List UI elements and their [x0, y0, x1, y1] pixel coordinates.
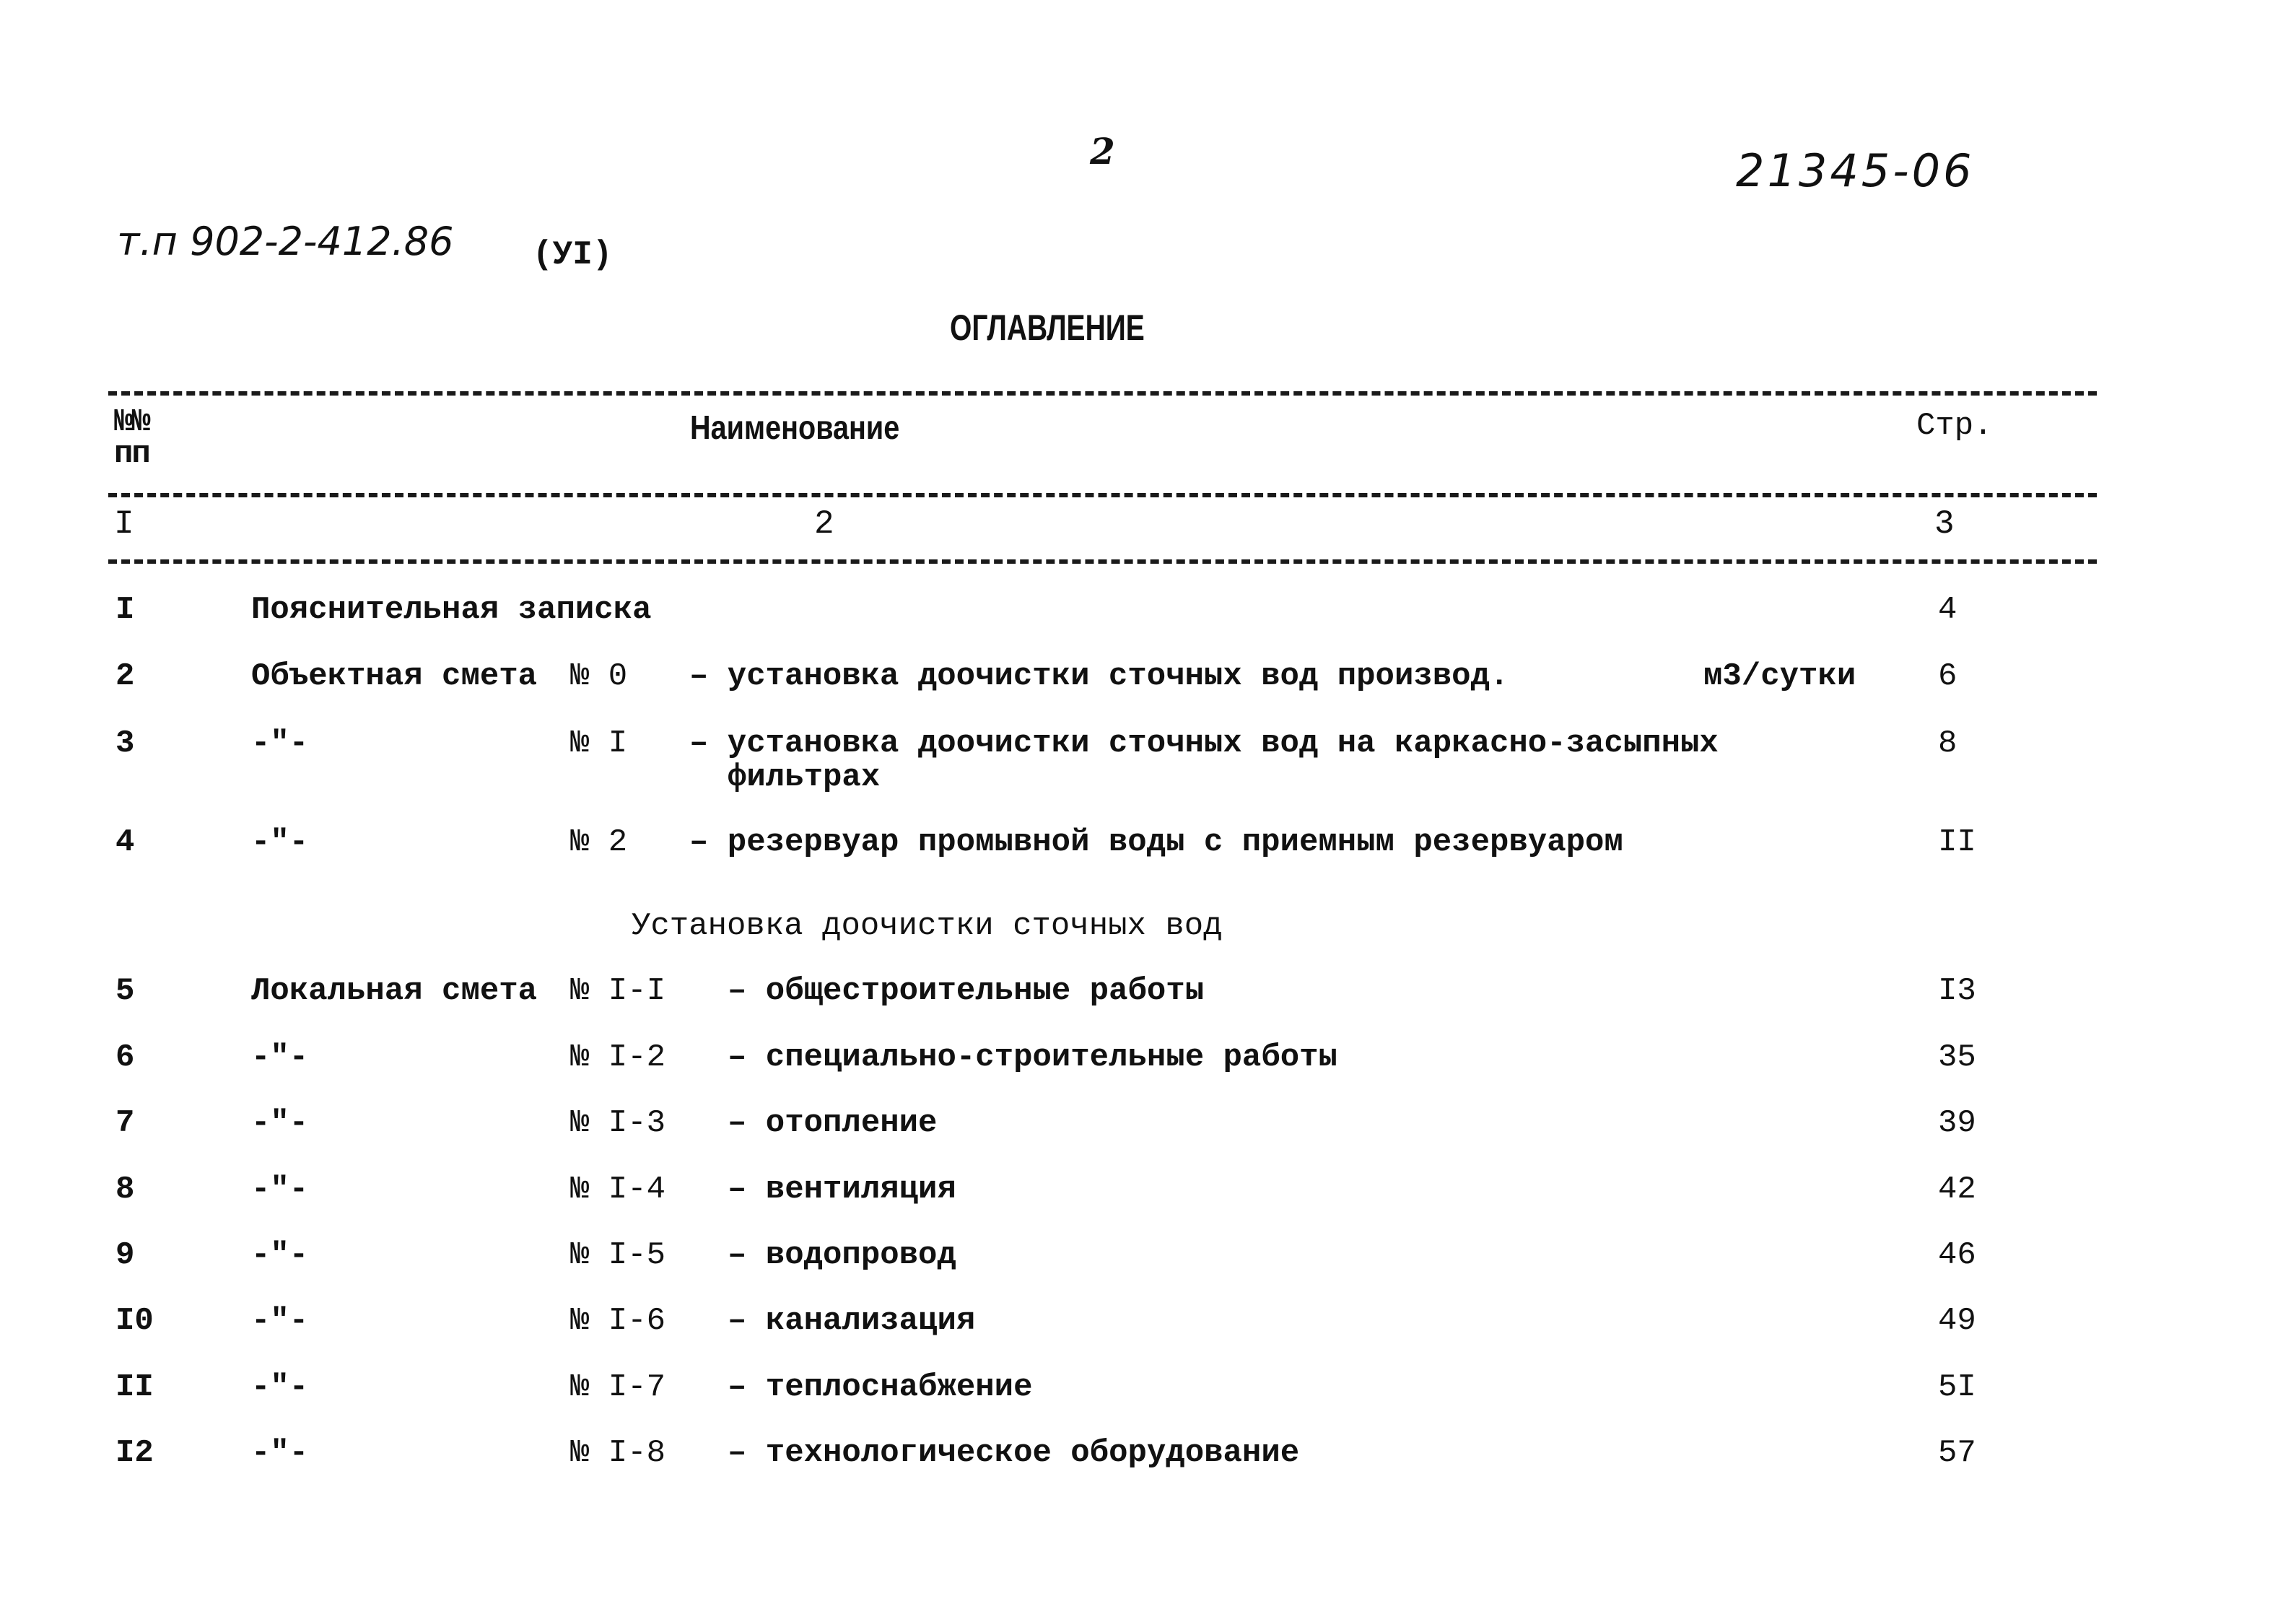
- row-ref: № 0: [570, 658, 628, 694]
- row-ref: № I-7: [570, 1369, 666, 1405]
- row-ref: № I-3: [570, 1105, 666, 1141]
- row-ref: № I-6: [570, 1303, 666, 1339]
- row-page: 4: [1938, 592, 1957, 628]
- row-ref: № I-5: [570, 1237, 666, 1273]
- row-kind: -"-: [251, 1369, 309, 1405]
- row-desc: – общестроительные работы: [728, 973, 1205, 1009]
- column-number-1: I: [114, 505, 134, 543]
- column-header-name: Наименование: [690, 409, 900, 446]
- row-page: 6: [1938, 658, 1957, 694]
- row-kind: Объектная смета: [251, 658, 538, 694]
- row-ref: № I: [570, 725, 628, 762]
- column-header-number: №№ пп: [114, 404, 149, 472]
- table-top-rule: [108, 391, 2097, 396]
- volume-label: (УI): [533, 236, 613, 274]
- document-code: 21345-06: [1736, 144, 1975, 197]
- row-page: 57: [1938, 1435, 1976, 1471]
- row-desc: – канализация: [728, 1303, 976, 1339]
- column-number-3: 3: [1934, 505, 1955, 543]
- row-page: 5I: [1938, 1369, 1976, 1405]
- project-code: т.п 902-2-412.86: [117, 219, 454, 264]
- row-desc: – вентиляция: [728, 1172, 956, 1208]
- toc-title: ОГЛАВЛЕНИЕ: [950, 307, 1145, 348]
- row-desc: – установка доочистки сточных вод на каркасно-засыпных: [689, 725, 1719, 762]
- row-page: 49: [1938, 1303, 1976, 1339]
- row-desc: – установка доочистки сточных вод производ.: [689, 658, 1509, 694]
- row-kind: Пояснительная записка: [251, 592, 652, 628]
- row-desc: – специально-строительные работы: [728, 1039, 1337, 1076]
- row-ref: № I-I: [570, 973, 666, 1009]
- row-number: 7: [115, 1105, 135, 1141]
- row-kind: Локальная смета: [251, 973, 538, 1009]
- row-kind: -"-: [251, 1237, 309, 1273]
- row-kind: -"-: [251, 1435, 309, 1471]
- row-kind: -"-: [251, 1105, 309, 1141]
- section-title: Установка доочистки сточных вод: [632, 908, 1223, 944]
- row-number: I0: [115, 1303, 154, 1339]
- row-kind: -"-: [251, 824, 309, 860]
- row-number: 3: [115, 725, 135, 762]
- row-number: I2: [115, 1435, 154, 1471]
- row-ref: № I-8: [570, 1435, 666, 1471]
- row-number: 6: [115, 1039, 135, 1076]
- row-page: II: [1938, 824, 1976, 860]
- row-desc: – резервуар промывной воды с приемным резервуаром: [689, 824, 1623, 860]
- row-desc: – технологическое оборудование: [728, 1435, 1300, 1471]
- row-ref: № I-4: [570, 1172, 666, 1208]
- row-page: 42: [1938, 1172, 1976, 1208]
- column-header-page: Стр.: [1916, 408, 1993, 444]
- row-desc: – теплоснабжение: [728, 1369, 1033, 1405]
- row-desc: – отопление: [728, 1105, 938, 1141]
- row-number: 4: [115, 824, 135, 860]
- column-numbers-rule: [108, 559, 2097, 564]
- row-kind: -"-: [251, 1172, 309, 1208]
- row-number: 8: [115, 1172, 135, 1208]
- row-number: 2: [115, 658, 135, 694]
- row-kind: -"-: [251, 1039, 309, 1076]
- row-desc: – водопровод: [728, 1237, 956, 1273]
- row-ref: № 2: [570, 824, 628, 860]
- row-page: 39: [1938, 1105, 1976, 1141]
- row-ref: № I-2: [570, 1039, 666, 1076]
- row-unit: м3/сутки: [1703, 658, 1856, 694]
- row-number: II: [115, 1369, 154, 1405]
- page-number: 2: [1090, 130, 1115, 173]
- column-number-2: 2: [814, 505, 834, 543]
- row-page: 46: [1938, 1237, 1976, 1273]
- row-number: I: [115, 592, 135, 628]
- row-number: 5: [115, 973, 135, 1009]
- header-bottom-rule: [108, 493, 2097, 497]
- row-kind: -"-: [251, 1303, 309, 1339]
- row-kind: -"-: [251, 725, 309, 762]
- row-page: 8: [1938, 725, 1957, 762]
- row-desc-continuation: фильтрах: [728, 759, 881, 795]
- row-number: 9: [115, 1237, 135, 1273]
- row-page: 35: [1938, 1039, 1976, 1076]
- row-page: I3: [1938, 973, 1976, 1009]
